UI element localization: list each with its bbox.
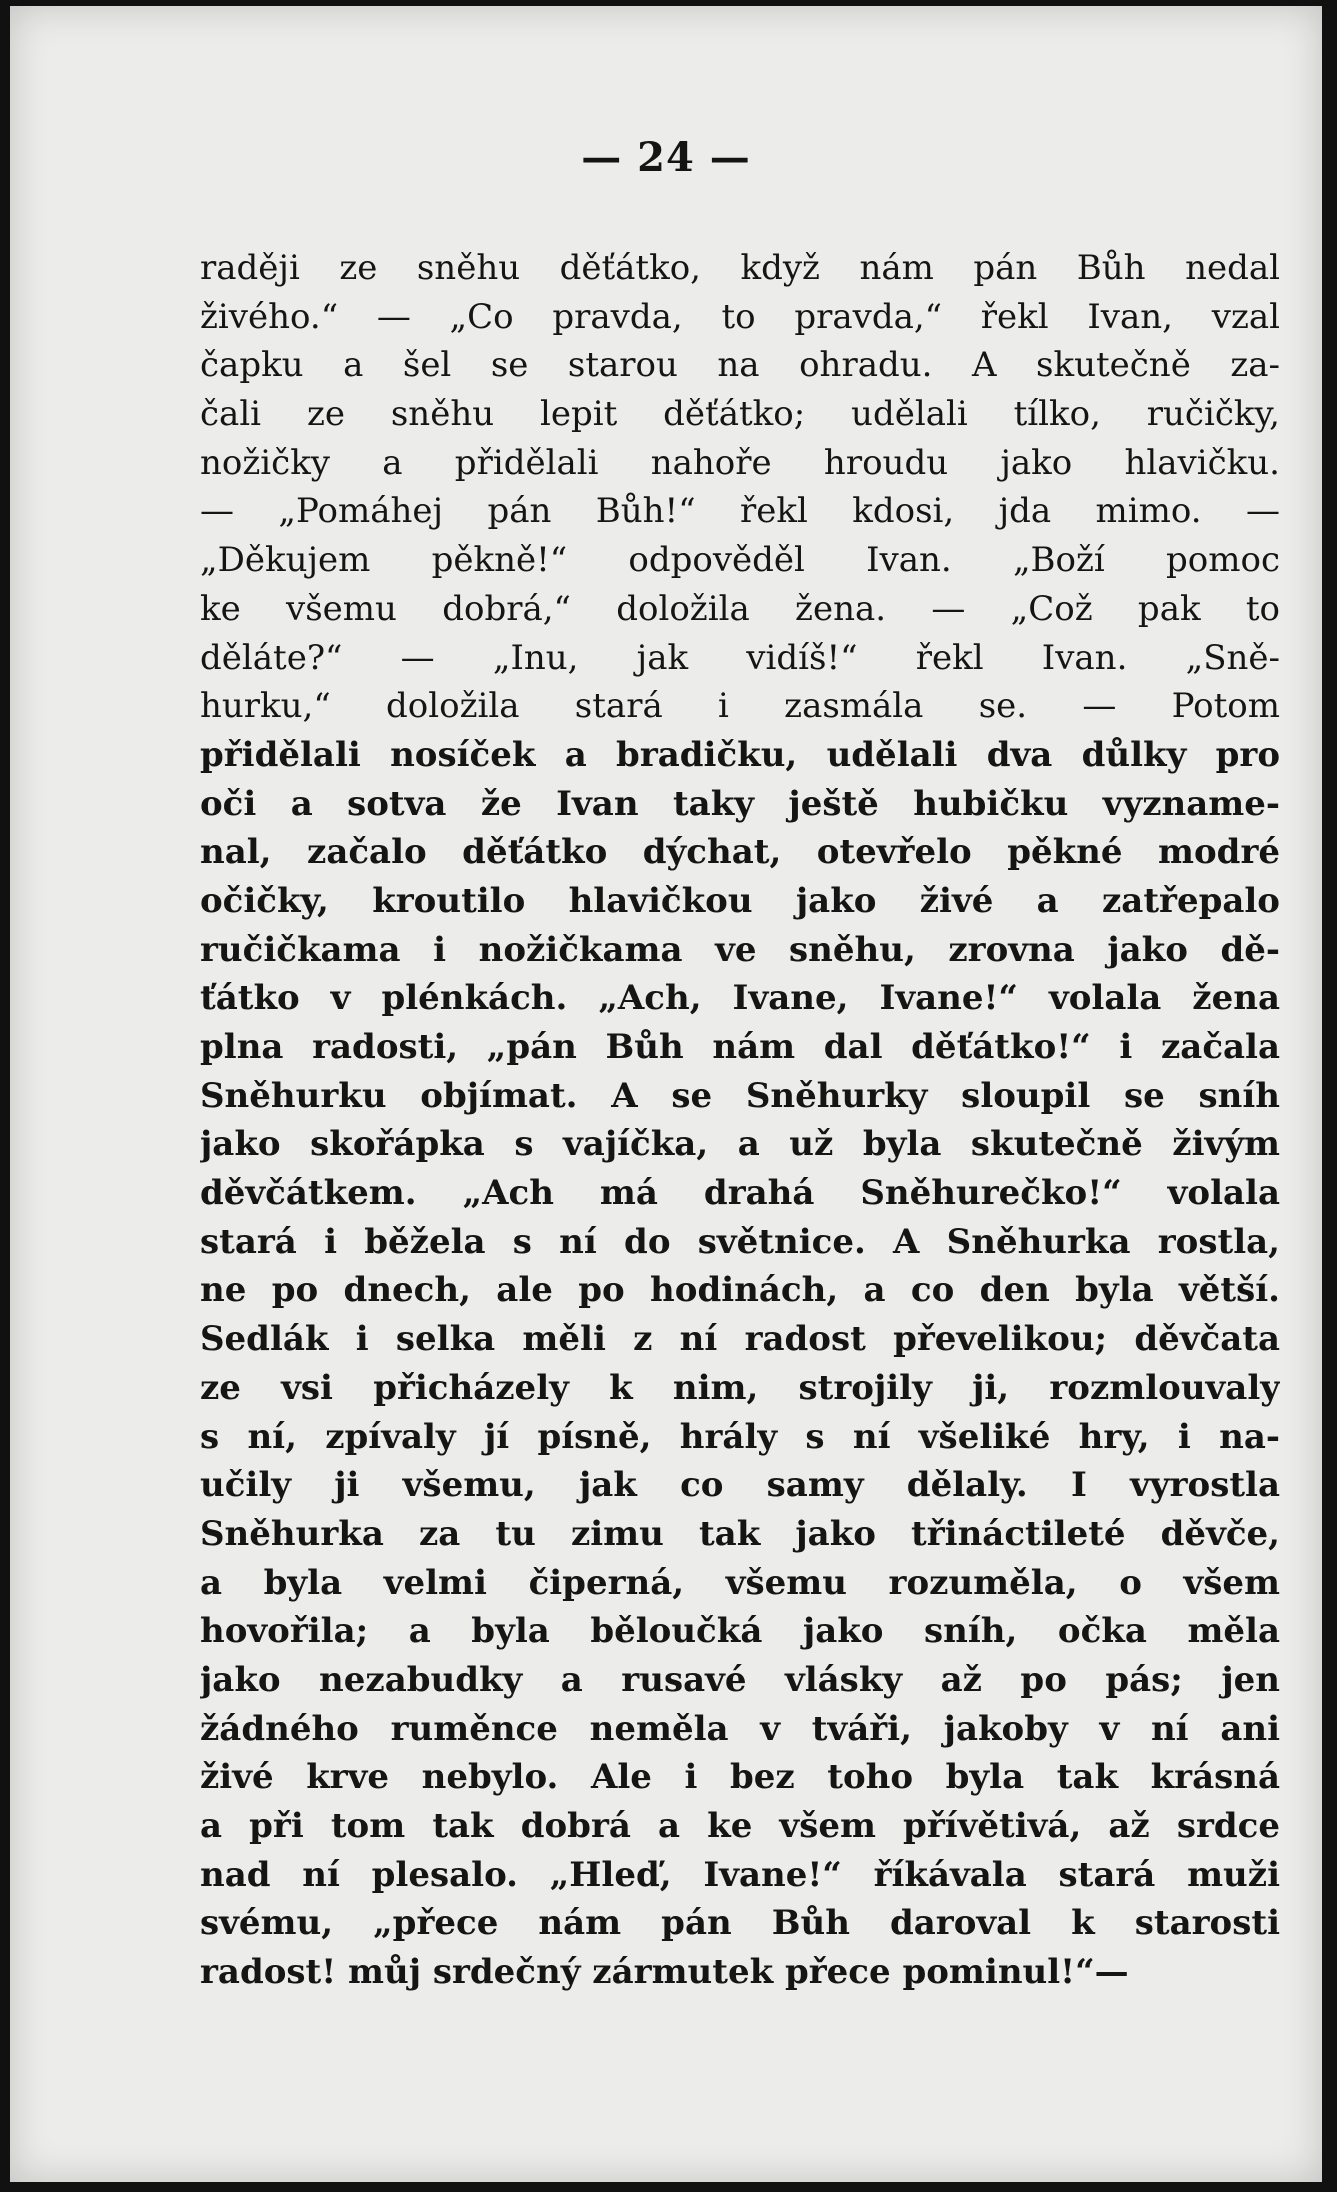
text-line: ke všemu dobrá,“ doložila žena. — „Což pak to [200,588,1280,629]
text-line: čali ze sněhu lepit děťátko; udělali tílko, ručičky, [200,394,1280,435]
text-line: plna radosti, „pán Bůh nám dal děťátko!“ i začala [200,1027,1280,1067]
book-page [10,6,1322,2182]
text-line: a byla velmi čiperná, všemu rozuměla, o všem [200,1562,1280,1603]
text-line: a při tom tak dobrá a ke všem přívětivá, až srdce [200,1806,1280,1846]
text-line: jako skořápka s vajíčka, a už byla skutečně živým [200,1124,1280,1165]
text-line: Sněhurka za tu zimu tak jako třináctileté děvče, [200,1513,1280,1554]
text-line: radost! můj srdečný zármutek přece pominul!“— [200,1952,1129,1993]
text-line: ze vsi přicházely k nim, strojily ji, rozmlouvaly [200,1367,1280,1408]
text-line: ne po dnech, ale po hodinách, a co den byla větší. [200,1270,1280,1311]
text-line: děláte?“ — „Inu, jak vidíš!“ řekl Ivan. „Sně- [200,637,1280,678]
text-line: hurku,“ doložila stará i zasmála se. — Potom [200,686,1280,727]
text-line: hovořila; a byla bělоučká jako sníh, očka měla [200,1611,1280,1652]
text-line: přidělali nosíček a bradičku, udělali dva důlky pro [200,734,1280,775]
text-line: ťátko v plénkách. „Ach, Ivane, Ivane!“ volala žena [200,978,1280,1019]
text-line: nožičky a přidělali nahoře hroudu jako hlavičku. [200,442,1280,483]
text-line: stará i běžela s ní do světnice. A Sněhurka rostla, [200,1221,1280,1262]
text-line: raději ze sněhu děťátko, když nám pán Bůh nedal [200,248,1280,288]
text-line: nad ní plesalo. „Hleď, Ivane!“ říkávala stará muži [200,1854,1280,1895]
text-line: učily ji všemu, jak co samy dělaly. I vyrostla [200,1465,1280,1506]
text-line: čapku a šel se starou na ohradu. A skutečně za- [200,345,1280,386]
text-line: s ní, zpívaly jí písně, hrály s ní všeliké hry, i na- [200,1416,1280,1457]
text-line: ručičkama i nožičkama ve sněhu, zrovna jako dě- [200,929,1280,970]
text-line: žádného ruměnce neměla v tváři, jakoby v ní ani [200,1708,1280,1749]
text-line: oči a sotva že Ivan taky ještě hubičku vyzname- [200,783,1280,824]
text-line: „Děkujem pěkně!“ odpověděl Ivan. „Boží pomoc [200,540,1280,581]
text-line: Sedlák i selka měli z ní radost převelikou; děvčata [200,1319,1280,1360]
text-line: děvčátkem. „Ach má drahá Sněhurečko!“ volala [200,1173,1280,1214]
text-line: svému, „přece nám pán Bůh daroval k starosti [200,1903,1280,1944]
page-number: — 24 — [581,134,751,181]
text-line: nal, začalo děťátko dýchat, otevřelo pěkné modré [200,832,1280,873]
body-text [200,244,1280,1997]
text-line: — „Pomáhej pán Bůh!“ řekl kdosi, jda mimo. — [200,491,1280,532]
text-line: jako nezabudky a rusavé vlásky až po pás; jen [200,1659,1280,1700]
text-line: živé krve nebylo. Ale i bez toho byla tak krásná [200,1757,1280,1798]
text-line: živého.“ — „Co pravda, to pravda,“ řekl Ivan, vzal [200,296,1280,337]
text-line: očičky, kroutilo hlavičkou jako živé a zatřepalo [200,880,1280,921]
text-line: Sněhurku objímat. A se Sněhurky sloupil se sníh [200,1075,1280,1116]
